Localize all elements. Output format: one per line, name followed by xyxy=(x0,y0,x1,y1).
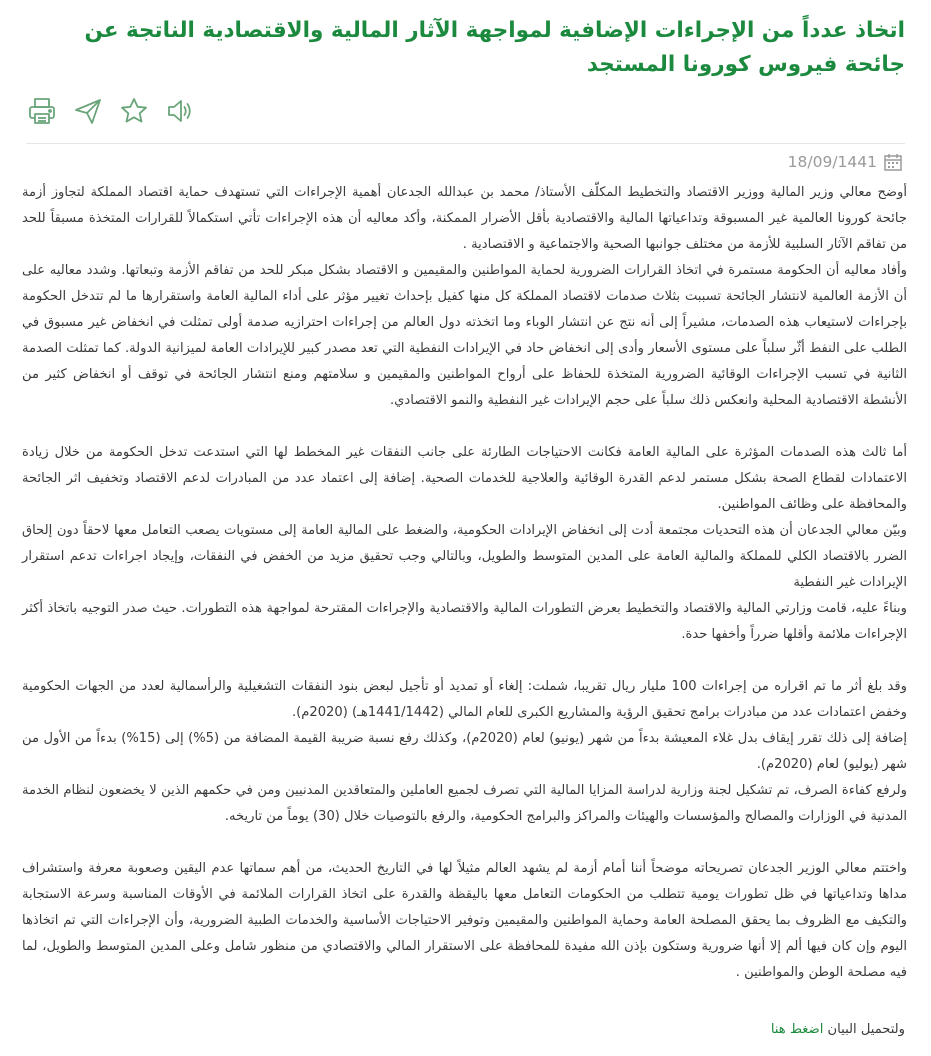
paragraph: واختتم معالي الوزير الجدعان تصريحاته موضحاً أننا أمام أزمة لم يشهد العالم مثيلاً لها في التاريخ الحديث، من أهم سماتها عدم اليقين وصعوبة معرفة واستشراف مداها وتداعياتها في ظل تطورات يومية تتطلب من الحكومات التعامل معها باليقظة والقدرة على اتخاذ القرارات الملائمة في الأوقات المناسبة وسرعة الاستجابة والتكيف مع الظروف بما يحقق المصلحة العامة وحماية المواطنين والمقيمين وتوفير الاحتياجات الأساسية والخدمات الطبية الضرورية، وأن الإجراءات التي تم اتخاذها اليوم وإن كان فيها ألم إلا أنها ضرورية وستكون بإذن الله مفيدة للمحافظة على الاستقرار المالي والاقتصادي من منظور شامل وعلى المدين المتوسط والطويل، لما فيه مصلحة الوطن والمواطنين . xyxy=(22,861,907,980)
print-button[interactable] xyxy=(26,95,58,127)
star-icon xyxy=(119,96,149,126)
header-divider xyxy=(26,143,905,144)
paragraph: أما ثالث هذه الصدمات المؤثرة على المالية العامة فكانت الاحتياجات الطارئة على جانب النفقات غير المخطط لها التي استدعت تدخل الحكومة من خلال زيادة الاعتمادات لقطاع الصحة بشكل مستمر لدعم القدرة الوقائية والعلاجية للخدمات الصحية. إضافة إلى اعتماد عدد من المبادرات لدعم الاقتصاد وتخفيف اثر الجائحة والمحافظة على وظائف المواطنين. xyxy=(22,445,907,512)
article-date xyxy=(788,150,903,174)
listen-button[interactable] xyxy=(164,95,196,127)
article-body xyxy=(22,180,907,986)
paragraph-gap xyxy=(22,830,907,856)
download-label: ولتحميل البيان xyxy=(827,1022,905,1037)
share-button[interactable] xyxy=(72,95,104,127)
paragraph-gap xyxy=(22,648,907,674)
paragraph: وأفاد معاليه أن الحكومة مستمرة في اتخاذ القرارات الضرورية لحماية المواطنين والمقيمين و الاقتصاد بشكل مبكر للحد من تفاقم الأزمة وتبعاتها. وشدد معاليه على أن الأزمة العالمية لانتشار الجائحة تسببت بثلاث صدمات لاقتصاد المملكة كل منها كفيل بإحداث تغيير مؤثر على أداء المالية العامة واستقرارها ما لم تتدخل الحكومة بإجراءات لاستيعاب هذه الصدمات، مشيراً إلى أنه نتج عن انتشار الوباء وما اتخذته دول العالم من إجراءات احترازيه صدمة أولى تمثلت في انخفاض غير مسبوق في الطلب على النفط أثّر سلباً على مستوى الأسعار وأدى إلى انخفاض حاد في الإيرادات النفطية التي تعد مصدر كبير للإيرادات العامة لميزانية الدولة. كما تمثلت الصدمة الثانية في تسبب الإجراءات الوقائية الضرورية المتخذة للحفاظ على أرواح المواطنين والمقيمين و سلامتهم ومنع انتشار الجائحة في توقف أو انخفاض كثير من الأنشطة الاقتصادية المحلية وانعكس ذلك سلباً على حجم الإيرادات غير النفطية والنمو الاقتصادي. xyxy=(22,263,907,408)
print-icon xyxy=(27,96,57,126)
paragraph: ولرفع كفاءة الصرف، تم تشكيل لجنة وزارية لدراسة المزايا المالية التي تصرف لجميع العاملين والمتعاقدين المدنيين ومن في حكمهم الذين لا يخضعون لنظام الخدمة المدنية في الوزارات والمصالح والمؤسسات والهيئات والمراكز والبرامج الحكومية، والرفع بالتوصيات خلال (30) يوماً من تاريخه. xyxy=(22,783,907,824)
date-text: 18/09/1441 xyxy=(787,153,877,171)
paragraph: وبناءً عليه، قامت وزارتي المالية والاقتصاد والتخطيط بعرض التطورات المالية والاقتصادية والإجراءات المقترحة لمواجهة هذه التطورات. حيث صدر التوجيه باتخاذ أكثر الإجراءات ملائمة وأقلها ضرراً وأخفها حدة. xyxy=(22,601,907,642)
speaker-icon xyxy=(165,96,195,126)
paragraph-gap xyxy=(22,414,907,440)
download-row xyxy=(771,1018,905,1042)
article-toolbar xyxy=(26,93,210,129)
paragraph: وبيّن معالي الجدعان أن هذه التحديات مجتمعة أدت إلى انخفاض الإيرادات الحكومية، والضغط على المالية العامة إلى مستويات يصعب التعامل معها لاحقاً دون إلحاق الضرر بالاقتصاد الكلي للمملكة والمالية العامة على المدين المتوسط والطويل، وبالتالي وجب تحقيق مزيد من الخفض في النفقات، وإيجاد اجراءات تدعم استقرار الإيرادات غير النفطية xyxy=(22,523,907,590)
calendar-icon xyxy=(883,152,903,172)
article-title: اتخاذ عدداً من الإجراءات الإضافية لمواجهة الآثار المالية والاقتصادية الناتجة عن جائحة فيروس كورونا المستجد xyxy=(84,18,905,77)
paragraph: أوضح معالي وزير المالية ووزير الاقتصاد والتخطيط المكلّف الأستاذ/ محمد بن عبدالله الجدعان أهمية الإجراءات التي تستهدف حماية اقتصاد المملكة لتجاوز أزمة جائحة كورونا العالمية غير المسبوقة وتداعياتها المالية والاقتصادية بأقل الأضرار الممكنة، وأكد معاليه أن هذه الإجراءات تأتي استكمالاً للقرارات المتخذة مسبقاً للحد من تفاقم الآثار السلبية للأزمة من مختلف جوانبها الصحية والاجتماعية و الاقتصادية . xyxy=(22,185,907,252)
send-icon xyxy=(73,96,103,126)
download-link[interactable]: اضغط هنا xyxy=(770,1022,824,1037)
paragraph: وقد بلغ أثر ما تم اقراره من إجراءات 100 مليار ريال تقريبا، شملت: إلغاء أو تمديد أو تأجيل لبعض بنود النفقات التشغيلية والرأسمالية لعدد من الجهات الحكومية وخفض اعتمادات عدد من مبادرات برامج تحقيق الرؤية والمشاريع الكبرى للعام المالي (1441/1442هـ) (2020م). xyxy=(22,679,907,720)
favorite-button[interactable] xyxy=(118,95,150,127)
paragraph: إضافة إلى ذلك تقرر إيقاف بدل غلاء المعيشة بدءاً من شهر (يونيو) لعام (2020م)، وكذلك رفع نسبة ضريبة القيمة المضافة من (5%) إلى (15%) بدءاً من الأول من شهر (يوليو) لعام (2020م). xyxy=(22,731,907,772)
